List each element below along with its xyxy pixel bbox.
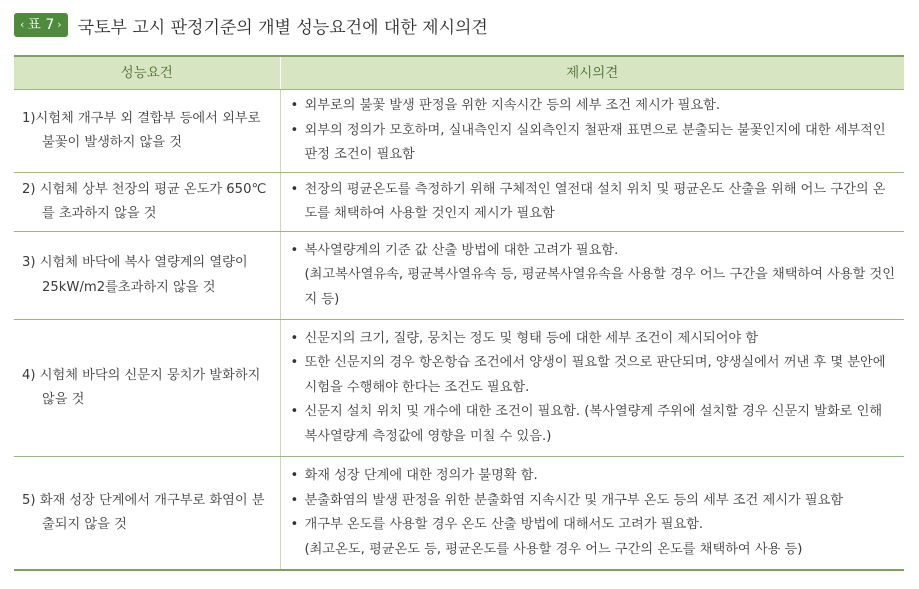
chevron-right-icon: › bbox=[57, 18, 62, 31]
opinion-item: • 복사열량계의 기준 값 산출 방법에 대한 고려가 필요함. bbox=[289, 239, 897, 264]
table-row bbox=[14, 232, 904, 320]
table-number: 표 7 bbox=[27, 17, 55, 33]
opinion-item: • 신문지 설치 위치 및 개수에 대한 조건이 필요함. (복사열량계 주위에 설치할 경우 신문지 발화로 인해 복사열량계 측정값에 영향을 미칠 수 있음.) bbox=[289, 400, 897, 449]
opinion-item: • 또한 신문지의 경우 항온항습 조건에서 양생이 필요할 것으로 판단되며, 양생실에서 꺼낸 후 몇 분안에 시험을 수행해야 한다는 조건도 필요함. bbox=[289, 351, 897, 400]
requirement-cell bbox=[14, 457, 280, 571]
requirement-text: 3) 시험체 바닥에 복사 열량계의 열량이 25kW/m2를초과하지 않을 것 bbox=[22, 255, 248, 295]
table-row bbox=[14, 173, 904, 232]
opinion-list bbox=[289, 94, 897, 168]
opinion-cell bbox=[280, 90, 904, 173]
table-row bbox=[14, 457, 904, 571]
table-title: 국토부 고시 판정기준의 개별 성능요건에 대한 제시의견 bbox=[77, 17, 488, 38]
header-opinion: 제시의견 bbox=[280, 56, 904, 90]
opinion-cell bbox=[280, 232, 904, 320]
requirement-cell bbox=[14, 232, 280, 320]
table-row bbox=[14, 320, 904, 457]
table-caption bbox=[14, 12, 488, 38]
table-number-badge bbox=[14, 13, 68, 37]
opinion-item: • 천장의 평균온도를 측정하기 위해 구체적인 열전대 설치 위치 및 평균온도 산출을 위해 어느 구간의 온도를 채택하여 사용할 것인지 제시가 필요함 bbox=[289, 178, 897, 227]
opinion-item: • 개구부 온도를 사용할 경우 온도 산출 방법에 대해서도 고려가 필요함. bbox=[289, 513, 897, 538]
opinion-list bbox=[289, 327, 897, 450]
requirement-cell bbox=[14, 320, 280, 457]
table-header-row bbox=[14, 56, 904, 90]
chevron-left-icon: ‹ bbox=[20, 18, 25, 31]
requirement-text: 5) 화재 성장 단계에서 개구부로 화염이 분출되지 않을 것 bbox=[22, 492, 265, 532]
opinion-list bbox=[289, 178, 897, 227]
opinion-cell bbox=[280, 457, 904, 571]
opinion-item: (최고복사열유속, 평균복사열유속 등, 평균복사열유속을 사용할 경우 어느 구간을 채택하여 사용할 것인지 등) bbox=[304, 267, 895, 307]
header-requirement: 성능요건 bbox=[14, 56, 280, 90]
opinion-list bbox=[289, 464, 897, 562]
opinion-item: • 외부의 정의가 모호하며, 실내측인지 실외측인지 철판재 표면으로 분출되는 불꽃인지에 대한 세부적인 판정 조건이 필요함 bbox=[289, 119, 897, 168]
opinion-item: • 화재 성장 단계에 대한 정의가 불명확 함. bbox=[289, 464, 897, 489]
opinion-item: • 외부로의 불꽃 발생 판정을 위한 지속시간 등의 세부 조건 제시가 필요함. bbox=[289, 94, 897, 119]
requirement-text: 1)시험체 개구부 외 결합부 등에서 외부로 불꽃이 발생하지 않을 것 bbox=[22, 110, 261, 150]
requirement-cell bbox=[14, 173, 280, 232]
opinion-item: • 분출화염의 발생 판정을 위한 분출화염 지속시간 및 개구부 온도 등의 세부 조건 제시가 필요함 bbox=[289, 489, 897, 514]
requirement-text: 2) 시험체 상부 천장의 평균 온도가 650℃를 초과하지 않을 것 bbox=[22, 181, 267, 221]
opinion-table bbox=[14, 55, 904, 571]
opinion-cell bbox=[280, 173, 904, 232]
table-row bbox=[14, 90, 904, 173]
opinion-item: (최고온도, 평균온도 등, 평균온도를 사용할 경우 어느 구간의 온도를 채택하여 사용 등) bbox=[304, 541, 803, 557]
requirement-cell bbox=[14, 90, 280, 173]
opinion-item: • 신문지의 크기, 질량, 뭉치는 정도 및 형태 등에 대한 세부 조건이 제시되어야 함 bbox=[289, 327, 897, 352]
opinion-list bbox=[289, 239, 897, 313]
requirement-text: 4) 시험체 바닥의 신문지 뭉치가 발화하지 않을 것 bbox=[22, 367, 261, 407]
opinion-cell bbox=[280, 320, 904, 457]
